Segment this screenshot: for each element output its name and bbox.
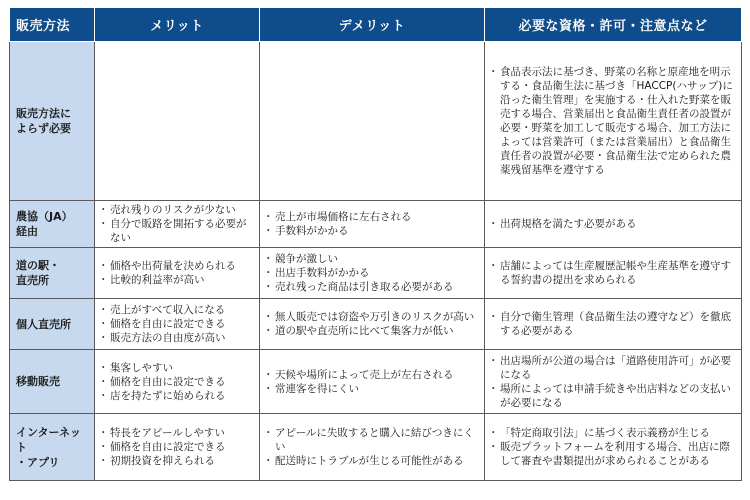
requirement-list <box>489 259 737 287</box>
demerit-list <box>264 426 480 468</box>
demerit-item: ・ アピールに失敗すると購入に結びつきにくい <box>264 426 480 454</box>
merit-item: ・ 売れ残りのリスクが少ない <box>99 203 255 217</box>
demerit-cell <box>260 414 485 481</box>
requirement-list <box>489 310 737 338</box>
demerit-cell <box>260 350 485 414</box>
header-row <box>10 8 742 42</box>
merit-item: ・ 売上がすべて収入になる <box>99 303 255 317</box>
requirement-item: ・ 店舗によっては生産履歴記帳や生産基準を遵守する誓約書の提出を求められる <box>489 259 737 287</box>
merit-list <box>99 361 255 403</box>
merit-item: ・ 価格を自由に設定できる <box>99 440 255 454</box>
method-cell <box>10 201 95 248</box>
header-method: 販売方法 <box>10 8 95 42</box>
demerit-item: ・ 常連客を得にくい <box>264 382 480 396</box>
method-label: 道の駅・ 直売所 <box>16 259 60 287</box>
merit-item: ・ 店を持たずに始められる <box>99 389 255 403</box>
demerit-cell <box>260 248 485 299</box>
demerit-cell <box>260 299 485 350</box>
requirement-item: ・ 出店場所が公道の場合は「道路使用許可」が必要になる <box>489 354 737 382</box>
demerit-item: ・ 売上が市場価格に左右される <box>264 210 480 224</box>
merit-cell <box>95 201 260 248</box>
merit-cell <box>95 299 260 350</box>
demerit-cell <box>260 201 485 248</box>
requirement-item: ・ 自分で衛生管理（食品衛生法の遵守など）を徹底する必要がある <box>489 310 737 338</box>
merit-item: ・ 初期投資を抑えられる <box>99 454 255 468</box>
merit-list <box>99 259 255 287</box>
method-label: 個人直売所 <box>16 317 71 331</box>
merit-item: ・ 自分で販路を開拓する必要がない <box>99 217 255 245</box>
header-merit: メリット <box>95 8 260 42</box>
method-label: 販売方法に よらず必要 <box>16 107 71 135</box>
requirement-list <box>489 354 737 410</box>
table-row <box>10 201 742 248</box>
method-cell <box>10 299 95 350</box>
table-row <box>10 299 742 350</box>
merit-item: ・ 価格を自由に設定できる <box>99 375 255 389</box>
demerit-item: ・ 道の駅や直売所に比べて集客力が低い <box>264 324 480 338</box>
demerit-item: ・ 競争が激しい <box>264 252 480 266</box>
demerit-item: ・ 無人販売では窃盗や万引きのリスクが高い <box>264 310 480 324</box>
merit-cell <box>95 42 260 201</box>
demerit-item: ・ 天候や場所によって売上が左右される <box>264 368 480 382</box>
merit-item: ・ 特長をアピールしやすい <box>99 426 255 440</box>
demerit-item: ・ 手数料がかかる <box>264 224 480 238</box>
requirement-cell <box>485 248 742 299</box>
requirement-item: ・ 食品表示法に基づき、野菜の名称と原産地を明示する・食品衛生法に基づき「HACCP(ハサップ)に沿った衛生管理」を実施する・仕入れた野菜を販売する場合、営業届出と食品衛生責任者の設置が必要・野菜を加工して販売する場合、加工方法によっては営業許可（または営業届出）と食品衛生責任者の設置が必要・食品衛生法で定められた農薬残留基準を遵守する <box>489 65 737 177</box>
header-requirements: 必要な資格・許可・注意点など <box>485 8 742 42</box>
requirement-item: ・ 販売プラットフォームを利用する場合、出店に際して審査や書類提出が求められることがある <box>489 440 737 468</box>
merit-cell <box>95 350 260 414</box>
demerit-item: ・ 配送時にトラブルが生じる可能性がある <box>264 454 480 468</box>
merit-item: ・ 集客しやすい <box>99 361 255 375</box>
requirement-list <box>489 217 737 231</box>
requirement-list <box>489 426 737 468</box>
merit-item: ・ 比較的利益率が高い <box>99 273 255 287</box>
requirement-cell <box>485 201 742 248</box>
demerit-list <box>264 210 480 238</box>
header-demerit: デメリット <box>260 8 485 42</box>
requirement-item: ・ 場所によっては申請手続きや出店料などの支払いが必要になる <box>489 382 737 410</box>
merit-item: ・ 販売方法の自由度が高い <box>99 331 255 345</box>
merit-list <box>99 303 255 345</box>
method-cell <box>10 414 95 481</box>
table-row <box>10 248 742 299</box>
table-row <box>10 42 742 201</box>
sales-method-table <box>9 7 742 481</box>
requirement-item: ・ 出荷規格を満たす必要がある <box>489 217 737 231</box>
demerit-list <box>264 310 480 338</box>
requirement-cell <box>485 350 742 414</box>
merit-list <box>99 203 255 245</box>
merit-list <box>99 426 255 468</box>
requirement-cell <box>485 299 742 350</box>
demerit-item: ・ 売れ残った商品は引き取る必要がある <box>264 280 480 294</box>
requirement-cell <box>485 414 742 481</box>
table-row <box>10 414 742 481</box>
merit-item: ・ 価格を自由に設定できる <box>99 317 255 331</box>
demerit-list <box>264 368 480 396</box>
method-label: インターネット ・アプリ <box>16 425 82 469</box>
table-body <box>10 42 742 481</box>
requirement-cell <box>485 42 742 201</box>
merit-cell <box>95 414 260 481</box>
method-cell <box>10 42 95 201</box>
table-row <box>10 350 742 414</box>
method-cell <box>10 248 95 299</box>
method-label: 移動販売 <box>16 375 60 388</box>
requirement-list <box>489 65 737 177</box>
merit-cell <box>95 248 260 299</box>
merit-item: ・ 価格や出荷量を決められる <box>99 259 255 273</box>
method-cell <box>10 350 95 414</box>
demerit-list <box>264 252 480 294</box>
demerit-cell <box>260 42 485 201</box>
demerit-item: ・ 出店手数料がかかる <box>264 266 480 280</box>
method-label: 農協（JA） 経由 <box>16 210 73 238</box>
requirement-item: ・ 「特定商取引法」に基づく表示義務が生じる <box>489 426 737 440</box>
